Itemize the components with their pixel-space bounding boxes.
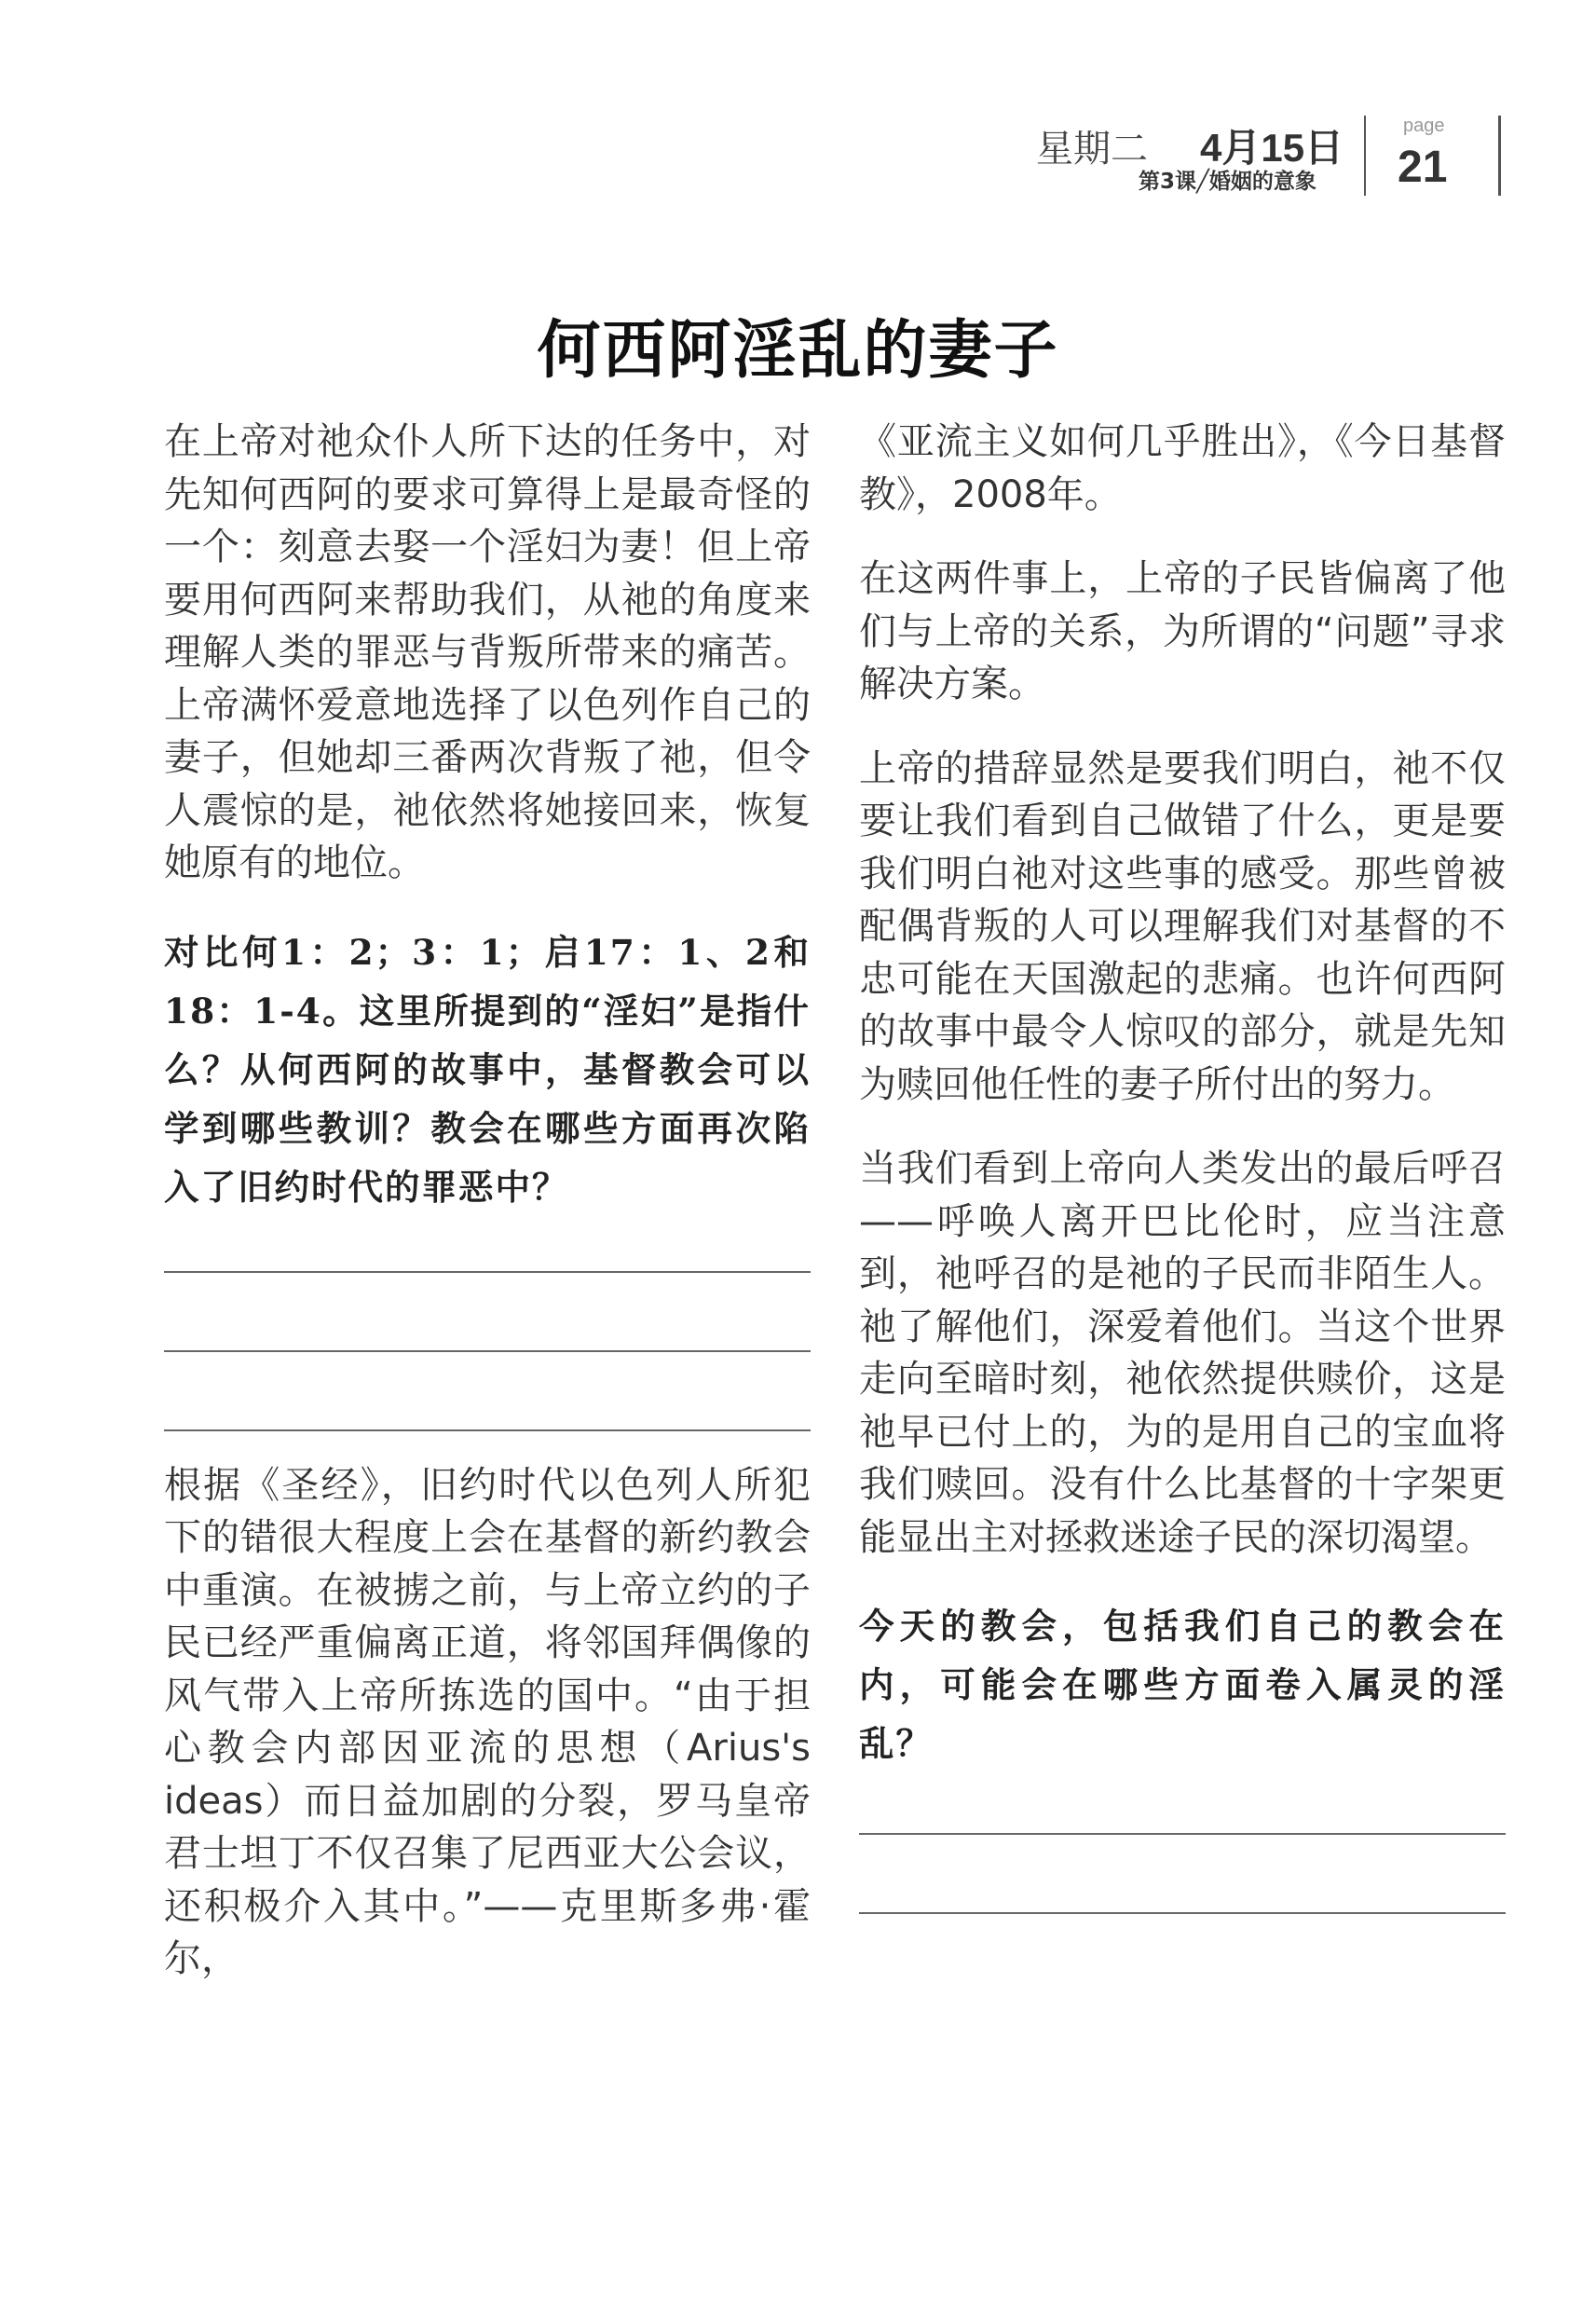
right-paragraph-3: 上帝的措辞显然是要我们明白，祂不仅要让我们看到自己做错了什么，更是要我们明白祂对这些事的感受。那些曾被配偶背叛的人可以理解我们对基督的不忠可能在天国激起的悲痛。也许何西阿的故事中最令人惊叹的部分，就是先知为赎回他任性的妻子所付出的努力。 [859, 746, 1506, 1106]
answer-line[interactable] [164, 1271, 811, 1273]
left-column [164, 416, 811, 1986]
right-study-question: 今天的教会，包括我们自己的教会在内，可能会在哪些方面卷入属灵的淫乱？ [859, 1606, 1506, 1764]
header-day: 星期二 [1036, 129, 1148, 170]
page-edge-rule [1498, 116, 1501, 196]
right-paragraph-2: 在这两件事上，上帝的子民皆偏离了他们与上帝的关系，为所谓的“问题”寻求解决方案。 [859, 557, 1506, 705]
right-paragraph-1: 《亚流主义如何几乎胜出》，《今日基督教》，2008年。 [859, 420, 1506, 516]
answer-line[interactable] [164, 1429, 811, 1431]
header-date: 4月15日 [1200, 126, 1344, 170]
answer-line[interactable] [164, 1350, 811, 1352]
left-paragraph-1: 在上帝对祂众仆人所下达的任务中，对先知何西阿的要求可算得上是最奇怪的一个：刻意去娶一个淫妇为妻！但上帝要用何西阿来帮助我们，从祂的角度来理解人类的罪恶与背叛所带来的痛苦。上帝满怀爱意地选择了以色列作自己的妻子，但她却三番两次背叛了祂，但令人震惊的是，祂依然将她接回来，恢复她原有的地位。 [164, 420, 811, 884]
right-paragraph-4: 当我们看到上帝向人类发出的最后呼召——呼唤人离开巴比伦时，应当注意到，祂呼召的是祂的子民而非陌生人。祂了解他们，深爱着他们。当这个世界走向至暗时刻，祂依然提供赎价，这是祂早已付上的，为的是用自己的宝血将我们赎回。没有什么比基督的十字架更能显出主对拯救迷途子民的深切渴望。 [859, 1147, 1506, 1559]
page-title: 何西阿淫乱的妻子 [537, 313, 1059, 388]
answer-line[interactable] [859, 1912, 1506, 1914]
page-label: page [1403, 116, 1445, 136]
left-paragraph-2: 根据《圣经》，旧约时代以色列人所犯下的错很大程度上会在基督的新约教会中重演。在被掳之前，与上帝立约的子民已经严重偏离正道，将邻国拜偶像的风气带入上帝所拣选的国中。“由于担心教会内部因亚流的思想（Arius's ideas）而日益加剧的分裂，罗马皇帝君士坦丁不仅召集了尼西亚大公会议，还积极介入其中。”——克里斯多弗·霍尔， [164, 1463, 811, 1980]
right-column [859, 416, 1506, 1914]
answer-line[interactable] [859, 1833, 1506, 1835]
page-number: 21 [1398, 143, 1448, 192]
header-divider [1364, 116, 1366, 196]
left-study-question: 对比何1：2；3：1；启17：1、2和18：1-4。这里所提到的“淫妇”是指什么？从何西阿的故事中，基督教会可以学到哪些教训？教会在哪些方面再次陷入了旧约时代的罪恶中？ [164, 931, 811, 1208]
header-lesson: 第3课╱婚姻的意象 [1139, 170, 1316, 194]
